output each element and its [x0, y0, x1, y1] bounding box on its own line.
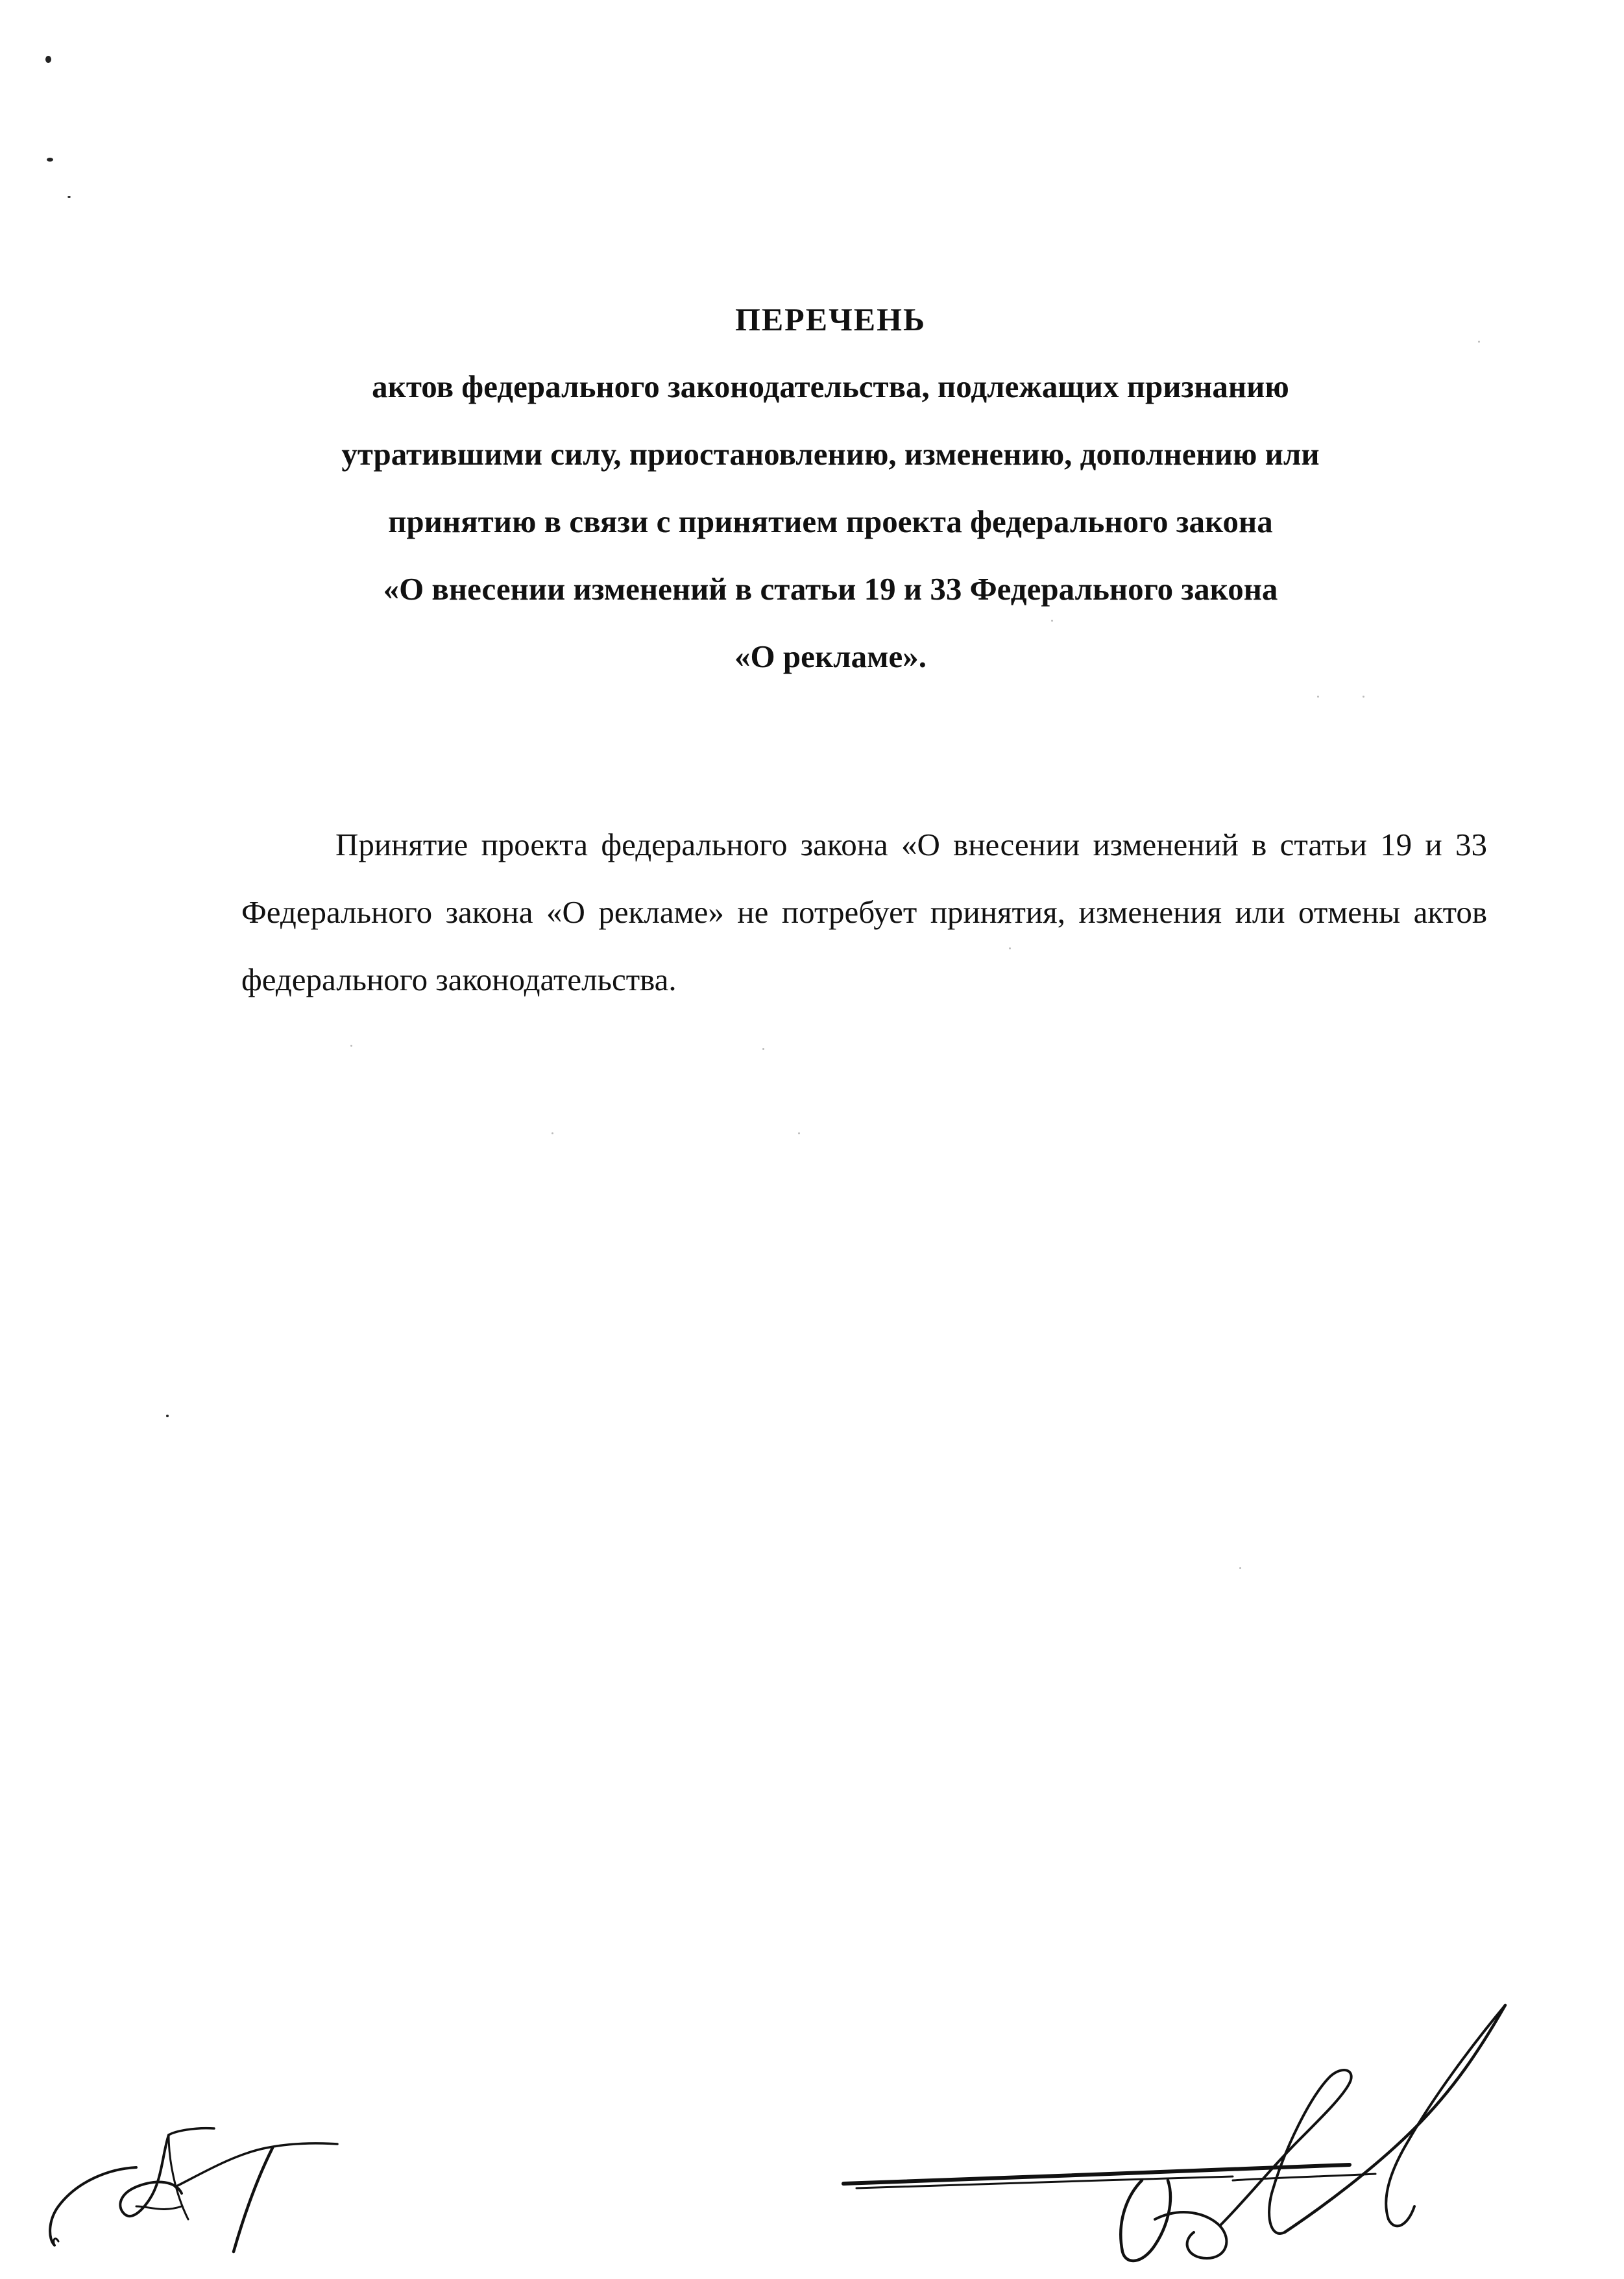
scan-mark-small — [67, 196, 71, 198]
scan-speck — [1317, 696, 1319, 698]
subtitle-line: утратившими силу, приостановлению, изменению, дополнению или — [341, 436, 1320, 472]
subtitle-line: принятию в связи с принятием проекта федерального закона — [388, 504, 1273, 539]
scan-mark-middle — [47, 158, 53, 162]
scan-speck — [1478, 341, 1480, 343]
scan-speck — [350, 1045, 352, 1047]
subtitle-line: актов федерального законодательства, подлежащих признанию — [372, 369, 1289, 404]
scan-speck — [1239, 1567, 1241, 1569]
right-signature — [830, 1986, 1518, 2278]
scan-speck — [551, 1132, 553, 1134]
document-body — [241, 811, 1487, 1014]
scan-speck — [1363, 696, 1364, 698]
document-heading — [195, 286, 1466, 690]
subtitle-line: «О рекламе». — [734, 639, 927, 674]
document-title: ПЕРЕЧЕНЬ — [734, 301, 927, 337]
scan-dot — [166, 1415, 169, 1417]
left-signature — [39, 2109, 363, 2279]
scan-speck — [798, 1132, 800, 1134]
subtitle-line: «О внесении изменений в статьи 19 и 33 Федерального закона — [383, 571, 1278, 607]
scan-mark-top — [45, 56, 51, 63]
body-paragraph: Принятие проекта федерального закона «О внесении изменений в статьи 19 и 33 Федерального закона «О рекламе» не потребует принятия, изменения или отмены актов федерального законодательства. — [241, 827, 1487, 997]
scan-speck — [762, 1048, 764, 1050]
